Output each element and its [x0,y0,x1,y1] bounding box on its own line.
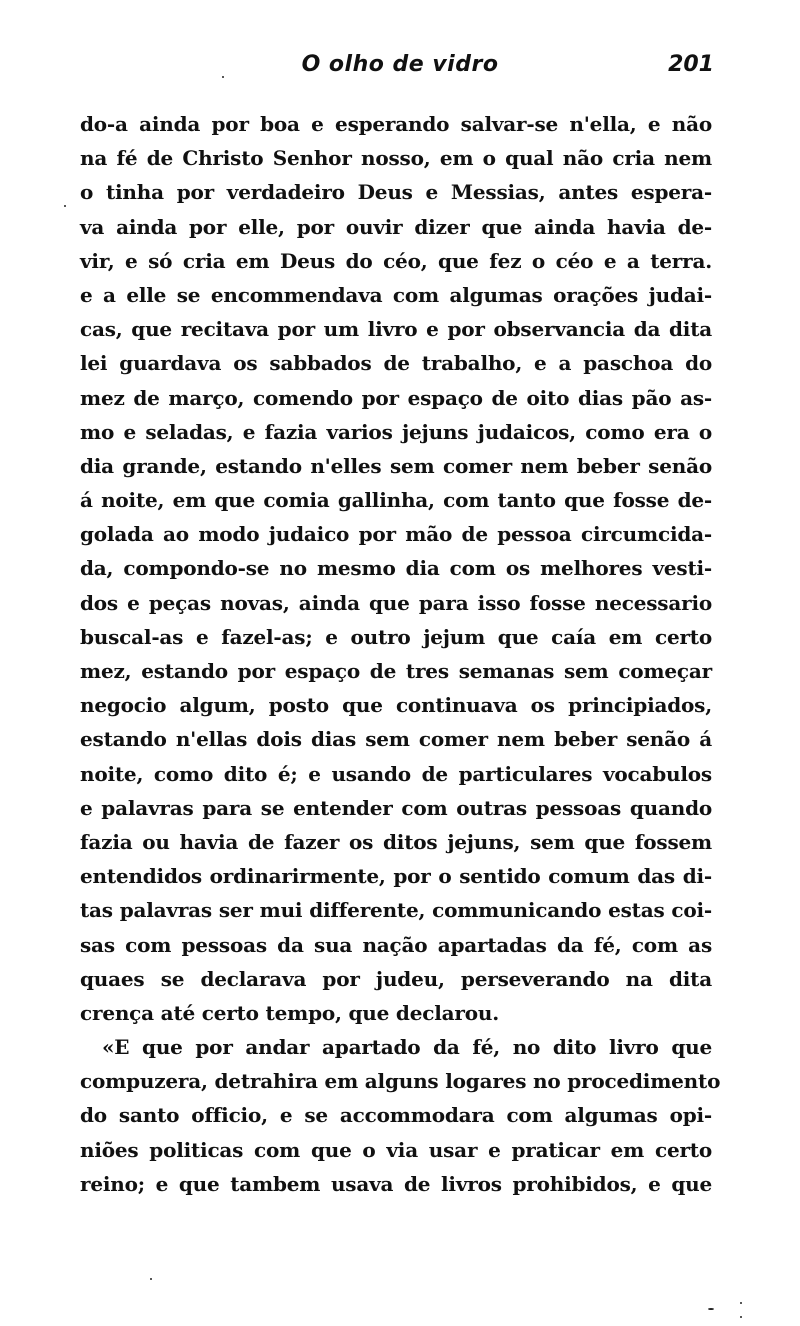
text-line: mez de março, comendo por espaço de oito dias pão as- [80,385,712,410]
text-line-paragraph-end: crença até certo tempo, que declarou. [80,1000,499,1025]
text-line: dia grande, estando n'elles sem comer nem beber senão [80,453,712,478]
text-line: estando n'ellas dois dias sem comer nem beber senão á [80,727,712,752]
text-line-paragraph-start: «E que por andar apartado da fé, no dito livro que [102,1035,712,1060]
text-line: mo e seladas, e fazia varios jejuns judaicos, como era o [80,419,712,444]
text-line: buscal-as e fazel-as; e outro jejum que caía em certo [80,624,712,649]
text-line: do santo officio, e se accommodara com algumas opi- [80,1103,712,1128]
text-line: niões politicas com que o via usar e praticar em certo [80,1137,712,1162]
text-line: e a elle se encommendava com algumas orações judai- [80,282,712,307]
text-line: compuzera, detrahira em alguns logares no procedimento [80,1069,721,1094]
text-line: reino; e que tambem usava de livros prohibidos, e que [80,1171,712,1196]
text-line: quaes se declarava por judeu, perseverando na dita [80,966,712,991]
text-line: mez, estando por espaço de tres semanas sem começar [80,659,712,683]
text-line: noite, como dito é; e usando de particulares vocabulos [80,761,712,786]
text-line: fazia ou havia de fazer os ditos jejuns, sem que fossem [80,829,712,854]
text-line: da, compondo-se no mesmo dia com os melhores vesti- [80,556,712,581]
text-line: o tinha por verdadeiro Deus e Messias, antes espera- [80,180,712,205]
text-line: á noite, em que comia gallinha, com tanto que fosse de- [80,488,712,513]
text-line: lei guardava os sabbados de trabalho, e a paschoa do [80,351,712,376]
text-line: do-a ainda por boa e esperando salvar-se n'ella, e não [80,112,712,136]
text-line: vir, e só cria em Deus do céo, que fez o céo e a terra. [80,248,712,273]
text-line: va ainda por elle, por ouvir dizer que ainda havia de- [80,214,712,239]
text-line: entendidos ordinarirmente, por o sentido comum das di- [80,864,712,889]
text-line: negocio algum, posto que continuava os principiados, [80,693,712,718]
page-number: 201 [668,52,714,77]
body-text [80,107,721,1201]
text-line: golada ao modo judaico por mão de pessoa circumcida- [80,522,712,547]
text-line: tas palavras ser mui differente, communicando estas coi- [80,898,712,923]
text-line: e palavras para se entender com outras pessoas quando [80,795,712,820]
running-header-title: O olho de vidro [301,52,499,77]
text-line: na fé de Christo Senhor nosso, em o qual não cria nem [80,146,712,171]
text-line: cas, que recitava por um livro e por observancia da dita [80,317,712,342]
text-line: dos e peças novas, ainda que para isso fosse necessario [80,590,712,615]
text-line: sas com pessoas da sua nação apartadas da fé, com as [80,932,712,957]
